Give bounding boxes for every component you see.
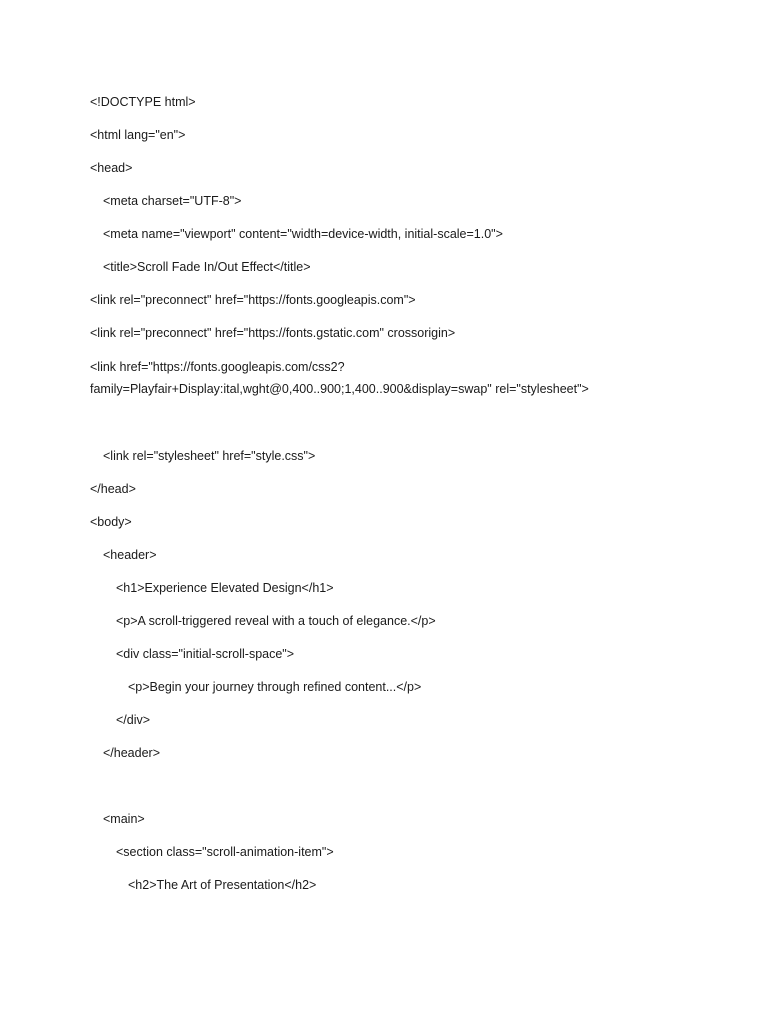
code-line: <section class="scroll-animation-item"> [116, 845, 334, 859]
code-line: <meta name="viewport" content="width=device-width, initial-scale=1.0"> [103, 227, 503, 241]
code-line: <h1>Experience Elevated Design</h1> [116, 581, 334, 595]
code-line: <link rel="preconnect" href="https://fonts.googleapis.com"> [90, 293, 416, 307]
code-line: <body> [90, 515, 132, 529]
code-line: </head> [90, 482, 136, 496]
code-listing [90, 92, 690, 908]
code-line: <html lang="en"> [90, 128, 186, 142]
code-line: <head> [90, 161, 133, 175]
code-line: <link rel="preconnect" href="https://fonts.gstatic.com" crossorigin> [90, 326, 456, 340]
code-line: <link href="https://fonts.googleapis.com/css2?family=Playfair+Display:ital,wght@0,400..900;1,400..900&display=swap" rel="stylesheet"> [90, 360, 589, 396]
code-line: <p>Begin your journey through refined content...</p> [128, 680, 422, 694]
code-line: <meta charset="UTF-8"> [103, 194, 242, 208]
code-line: <link rel="stylesheet" href="style.css"> [103, 449, 316, 463]
code-line: <main> [103, 812, 145, 826]
blank-line [90, 776, 690, 796]
code-line: </div> [116, 713, 151, 727]
code-line: <header> [103, 548, 157, 562]
code-line: </header> [103, 746, 160, 760]
code-line: <div class="initial-scroll-space"> [116, 647, 295, 661]
code-line: <title>Scroll Fade In/Out Effect</title> [103, 260, 311, 274]
code-line: <p>A scroll-triggered reveal with a touch of elegance.</p> [116, 614, 436, 628]
code-line: <!DOCTYPE html> [90, 95, 196, 109]
code-line: <h2>The Art of Presentation</h2> [128, 878, 317, 892]
blank-line [90, 413, 690, 433]
